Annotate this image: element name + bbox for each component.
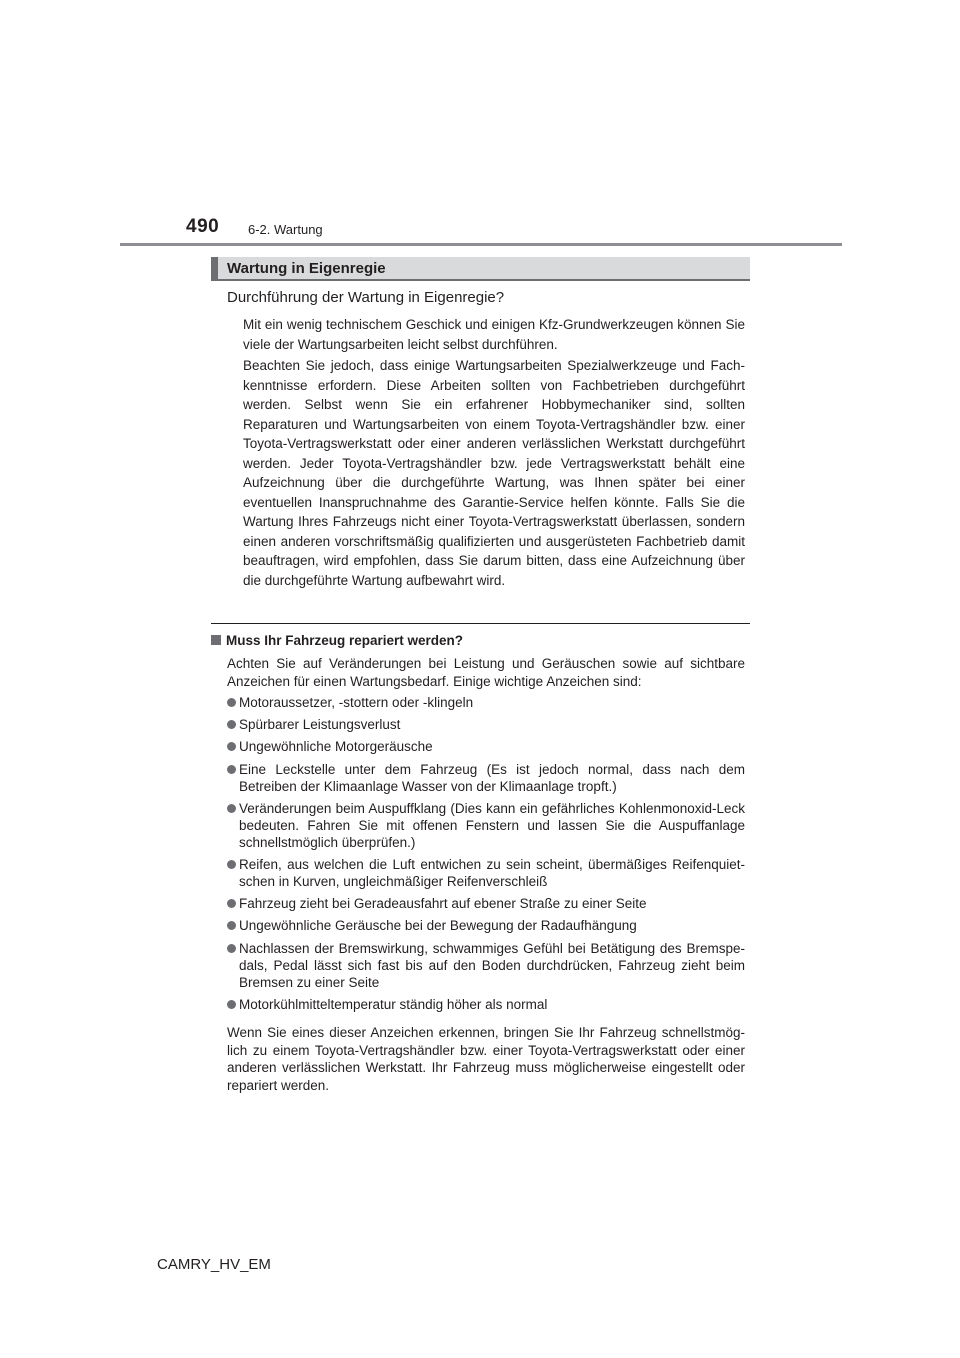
bullet-dot-icon (227, 921, 236, 930)
list-item: Ungewöhnliche Geräusche bei der Bewegung der Radaufhängung (227, 917, 745, 934)
section-banner (211, 257, 750, 281)
list-item: Motoraussetzer, -stottern oder -klingeln (227, 694, 745, 711)
section-divider (211, 623, 750, 624)
square-bullet-icon (211, 635, 221, 645)
question-heading: Durchführung der Wartung in Eigenregie? (227, 289, 505, 306)
bullet-dot-icon (227, 765, 236, 774)
warning-sign-list (227, 694, 745, 1018)
bullet-dot-icon (227, 742, 236, 751)
section-breadcrumb: 6-2. Wartung (248, 222, 323, 237)
intro-paragraph: Beachten Sie jedoch, dass einige Wartungsarbeiten Spezialwerkzeuge und Fachkenntnisse erfordern. Diese Arbeiten sollten von Fachbetrieben durchgeführt werden. Selbst wenn Sie ein erfahrener Hobbymechaniker sind, sollten Reparaturen und Wartungsarbeiten von einem Toyota-Vertragshändler bzw. einer Toyota-Vertragswerkstatt oder einer anderen verlässlichen Werkstatt durchgeführt werden. Jeder Toyota-Vertragshändler bzw. jede Vertragswerkstatt behält eine Aufzeichnung über die durchgeführte Wartung, was Ihnen später bei einer eventuellen Inanspruchnahme des Garantie-Service helfen könnte. Falls Sie die Wartung Ihres Fahrzeugs nicht einer Toyota-Vertragswerkstatt überlassen, sondern einen anderen vorschriftsmäßig qualifizierten und ausgerüsteten Fachbetrieb damit beauftragen, wird empfohlen, dass Sie darum bitten, dass eine Aufzeichnung über die durchgeführte Wartung aufbewahrt wird. (243, 358, 745, 588)
page-number: 490 (186, 216, 220, 237)
intro-paragraph: Mit ein wenig technischem Geschick und einigen Kfz-Grundwerkzeugen können Sie viele der Wartungsarbeiten leicht selbst durchführen. (243, 317, 745, 352)
list-item: Ungewöhnliche Motorgeräusche (227, 738, 745, 755)
document-code: CAMRY_HV_EM (157, 1256, 271, 1273)
bullet-dot-icon (227, 899, 236, 908)
bullet-dot-icon (227, 720, 236, 729)
banner-title: Wartung in Eigenregie (227, 260, 386, 277)
repair-intro: Achten Sie auf Veränderungen bei Leistung und Geräuschen sowie auf sichtbare Anzeichen für einen Wartungsbedarf. Einige wichtige Anzeichen sind: (227, 656, 745, 689)
list-item: Fahrzeug zieht bei Geradeausfahrt auf ebener Straße zu einer Seite (227, 895, 745, 912)
header-divider (120, 243, 842, 246)
list-item: Motorkühlmitteltemperatur ständig höher als normal (227, 996, 745, 1013)
repair-heading (211, 633, 463, 648)
list-item: Reifen, aus welchen die Luft entwichen zu sein scheint, übermäßiges Reifenquietschen in Kurven, ungleichmäßiger Reifenverschleiß (227, 856, 745, 890)
banner-accent-bar (211, 257, 218, 279)
list-item: Spürbarer Leistungsverlust (227, 716, 745, 733)
repair-outro: Wenn Sie eines dieser Anzeichen erkennen, bringen Sie Ihr Fahrzeug schnellstmöglich zu einem Toyota-Vertragshändler bzw. einer Toyota-Vertragswerkstatt oder einer anderen verlässlichen Werkstatt. Ihr Fahrzeug muss möglicherweise eingestellt oder repariert werden. (227, 1025, 745, 1093)
list-item: Eine Leckstelle unter dem Fahrzeug (Es ist jedoch normal, dass nach dem Betreiben der Klimaanlage Wasser von der Klimaanlage tropft.) (227, 761, 745, 795)
list-item: Nachlassen der Bremswirkung, schwammiges Gefühl bei Betätigung des Bremspedals, Pedal lässt sich fast bis auf den Boden durchdrücken, Fahrzeug zieht beim Bremsen zu einer Seite (227, 940, 745, 991)
bullet-dot-icon (227, 698, 236, 707)
list-item: Veränderungen beim Auspuffklang (Dies kann ein gefährliches Kohlenmonoxid-Leck bedeuten. Fahren Sie mit offenen Fenstern und lassen Sie die Auspuffanlage schnellstmöglich überprüfen.) (227, 800, 745, 851)
bullet-dot-icon (227, 804, 236, 813)
bullet-dot-icon (227, 944, 236, 953)
repair-heading-text: Muss Ihr Fahrzeug repariert werden? (226, 633, 464, 648)
bullet-dot-icon (227, 1000, 236, 1009)
bullet-dot-icon (227, 860, 236, 869)
